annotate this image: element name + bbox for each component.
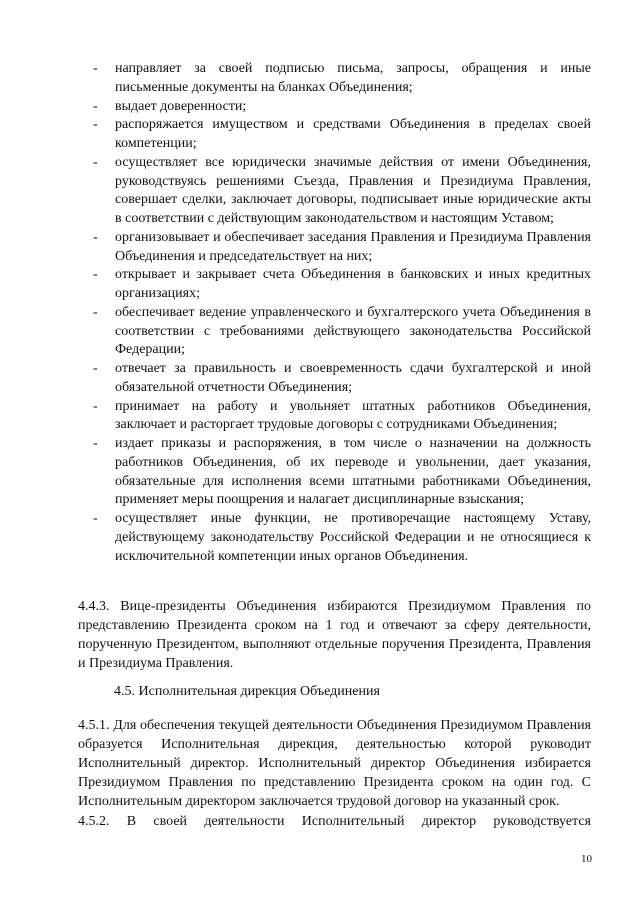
- list-item-text: выдает доверенности;: [115, 98, 247, 114]
- list-item-text: издает приказы и распоряжения, в том числе о назначении на должность работников Объединения, об их переводе и увольнении, дает указания, обязательные для исполнения всеми штатными работниками Объединения, применяет меры поощрения и налагает дисциплинарные взыскания;: [115, 436, 591, 508]
- paragraph-4-5-1: 4.5.1. Для обеспечения текущей деятельности Объединения Президиумом Правления образуется Исполнительная дирекция, деятельностью которой руководит Исполнительный директор. Исполнительный директор Объединения избирается Президиумом Правления по представлению Президента сроком на один год. С Исполнительным директором заключается трудовой договор на указанный срок.: [78, 718, 591, 809]
- bullet-dash: -: [93, 98, 98, 114]
- bullet-dash: -: [93, 117, 98, 133]
- list-item: [93, 98, 591, 117]
- list-item: [93, 398, 591, 436]
- duties-list: [93, 60, 591, 566]
- list-item: [93, 510, 591, 566]
- bullet-dash: -: [93, 398, 98, 414]
- list-item-text: принимает на работу и увольняет штатных работников Объединения, заключает и расторгает трудовые договоры с сотрудниками Объединения;: [115, 398, 591, 433]
- paragraph-4-4-3: 4.4.3. Вице-президенты Объединения избираются Президиумом Правления по представлению Президента сроком на 1 год и отвечают за сферу деятельности, порученную Президентом, выполняют отдельные поручения Президента, Правления и Президиума Правления.: [78, 599, 591, 671]
- list-item: [93, 360, 591, 398]
- paragraph-4-5-2: 4.5.2. В своей деятельности Исполнительный директор руководствуется: [78, 814, 591, 829]
- list-item-text: распоряжается имуществом и средствами Объединения в пределах своей компетенции;: [115, 117, 591, 151]
- bullet-dash: -: [93, 436, 98, 451]
- bullet-dash: -: [93, 154, 98, 170]
- list-item-text: отвечает за правильность и своевременность сдачи бухгалтерской и иной обязательной отчетности Объединения;: [115, 361, 591, 395]
- page-number: 10: [581, 853, 592, 865]
- list-item-text: обеспечивает ведение управленческого и бухгалтерского учета Объединения в соответствии с требованиями действующего законодательства Российской Федерации;: [115, 304, 591, 358]
- bullet-dash: -: [93, 229, 98, 245]
- bullet-dash: -: [93, 267, 98, 283]
- list-item-text: открывает и закрывает счета Объединения в банковских и иных кредитных организациях;: [115, 267, 591, 301]
- bullet-dash: -: [93, 511, 98, 526]
- list-item: [93, 154, 591, 229]
- list-item: [93, 266, 591, 304]
- list-item-text: организовывает и обеспечивает заседания Правления и Президиума Правления Объединения и председательствует на них;: [115, 229, 591, 264]
- list-item-text: направляет за своей подписью письма, запросы, обращения и иные письменные документы на бланках Объединения;: [115, 61, 591, 95]
- section-heading-4-5: 4.5. Исполнительная дирекция Объединения: [114, 684, 380, 699]
- bullet-dash: -: [93, 61, 98, 76]
- list-item: [93, 304, 591, 360]
- list-item: [93, 229, 591, 267]
- list-item: [93, 435, 591, 510]
- list-item: [93, 116, 591, 154]
- bullet-dash: -: [93, 361, 98, 376]
- list-item: [93, 60, 591, 98]
- list-item-text: осуществляет все юридически значимые действия от имени Объединения, руководствуясь решениями Съезда, Правления и Президиума Правления, совершает сделки, заключает договоры, подписывает иные юридические акты в соответствии с действующим законодательством и настоящим Уставом;: [115, 154, 591, 226]
- list-item-text: осуществляет иные функции, не противоречащие настоящему Уставу, действующему законодательству Российской Федерации и не относящиеся к исключительной компетенции иных органов Объединения.: [115, 511, 591, 564]
- bullet-dash: -: [93, 304, 98, 320]
